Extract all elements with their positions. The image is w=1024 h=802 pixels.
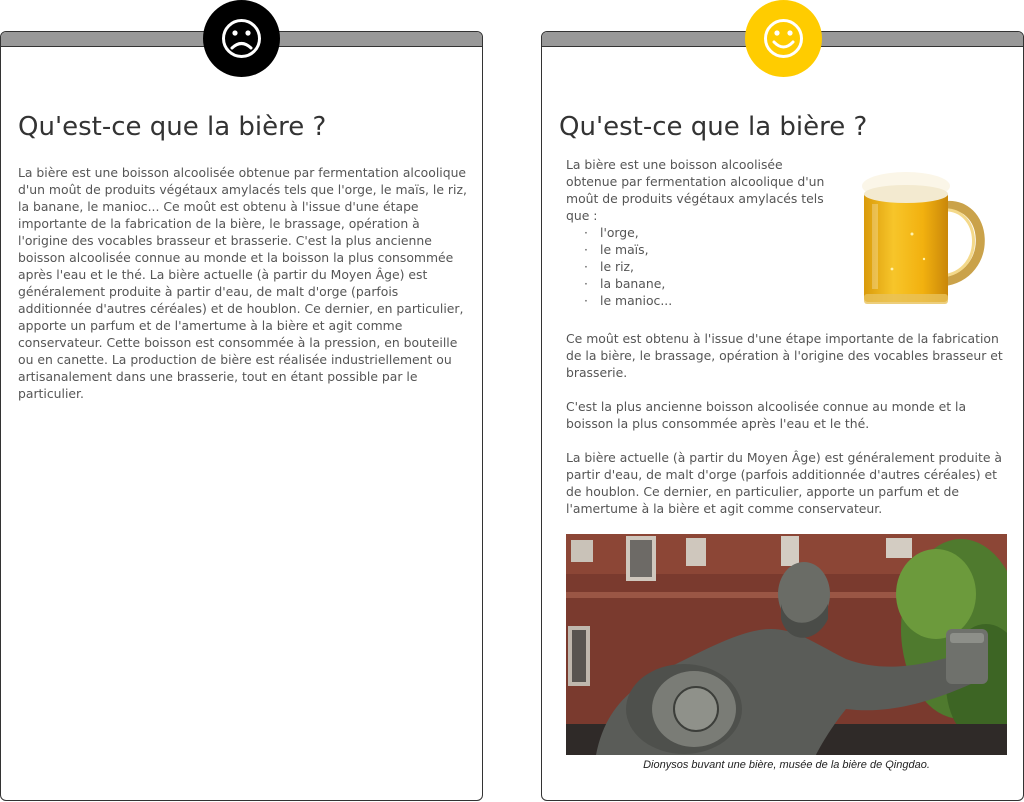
paragraph: Ce moût est obtenu à l'issue d'une étape importante de la fabrication de la bière, le brassage, opération à l'origine des vocables brasseur et brasserie. xyxy=(566,331,1003,380)
good-example-card xyxy=(541,31,1024,801)
list-item: · la banane, xyxy=(580,275,836,292)
statue-photo xyxy=(566,534,1007,755)
bad-example-card xyxy=(0,31,483,801)
paragraph: C'est la plus ancienne boisson alcoolisée connue au monde et la boisson la plus consommée après l'eau et le thé. xyxy=(566,399,967,431)
ingredient-list xyxy=(580,224,836,309)
photo-caption: Dionysos buvant une bière, musée de la bière de Qingdao. xyxy=(643,759,930,771)
list-item: · le maïs, xyxy=(580,241,836,258)
list-item: · le riz, xyxy=(580,258,836,275)
beer-mug-icon xyxy=(862,164,992,306)
card-title: Qu'est-ce que la bière ? xyxy=(559,112,868,142)
happy-face-icon xyxy=(745,0,822,77)
sad-face-icon xyxy=(203,0,280,77)
intro-text: La bière est une boisson alcoolisée obtenue par fermentation alcoolique d'un moût de produits végétaux amylacés tels que : xyxy=(566,157,825,223)
paragraph: La bière actuelle (à partir du Moyen Âge) est généralement produite à partir d'eau, de malt d'orge (parfois additionnée d'autres céréales) et de houblon. Ce dernier, en particulier, apporte un parfum et de l'amertume à la bière et agit comme conservateur. xyxy=(566,450,1002,516)
card-body-text: La bière est une boisson alcoolisée obtenue par fermentation alcoolique d'un moût de produits végétaux amylacés tels que l'orge, le maïs, le riz, la banane, le manioc... Ce moût est obtenu à l'issue d'une étape importante de la fabrication de la bière, le brassage, opération à l'origine des vocables brasseur et brasserie. C'est la plus ancienne boisson alcoolisée connue au monde et la boisson la plus consommée après l'eau et le thé. La bière actuelle (à partir du Moyen Âge) est généralement produite à partir d'eau, de malt d'orge (parfois additionnée d'autres céréales) et de houblon. Ce dernier, en particulier, apporte un parfum et de l'amertume à la bière et agit comme conservateur. Cette boisson est consommée à la pression, en bouteille ou en canette. La production de bière est réalisée industriellement ou artisanalement dans une brasserie, tout en étant possible par le particulier. xyxy=(18,165,467,401)
card-title: Qu'est-ce que la bière ? xyxy=(18,112,327,142)
list-item: · le manioc... xyxy=(580,292,836,309)
list-item: · l'orge, xyxy=(580,224,836,241)
intro-block xyxy=(566,156,836,309)
